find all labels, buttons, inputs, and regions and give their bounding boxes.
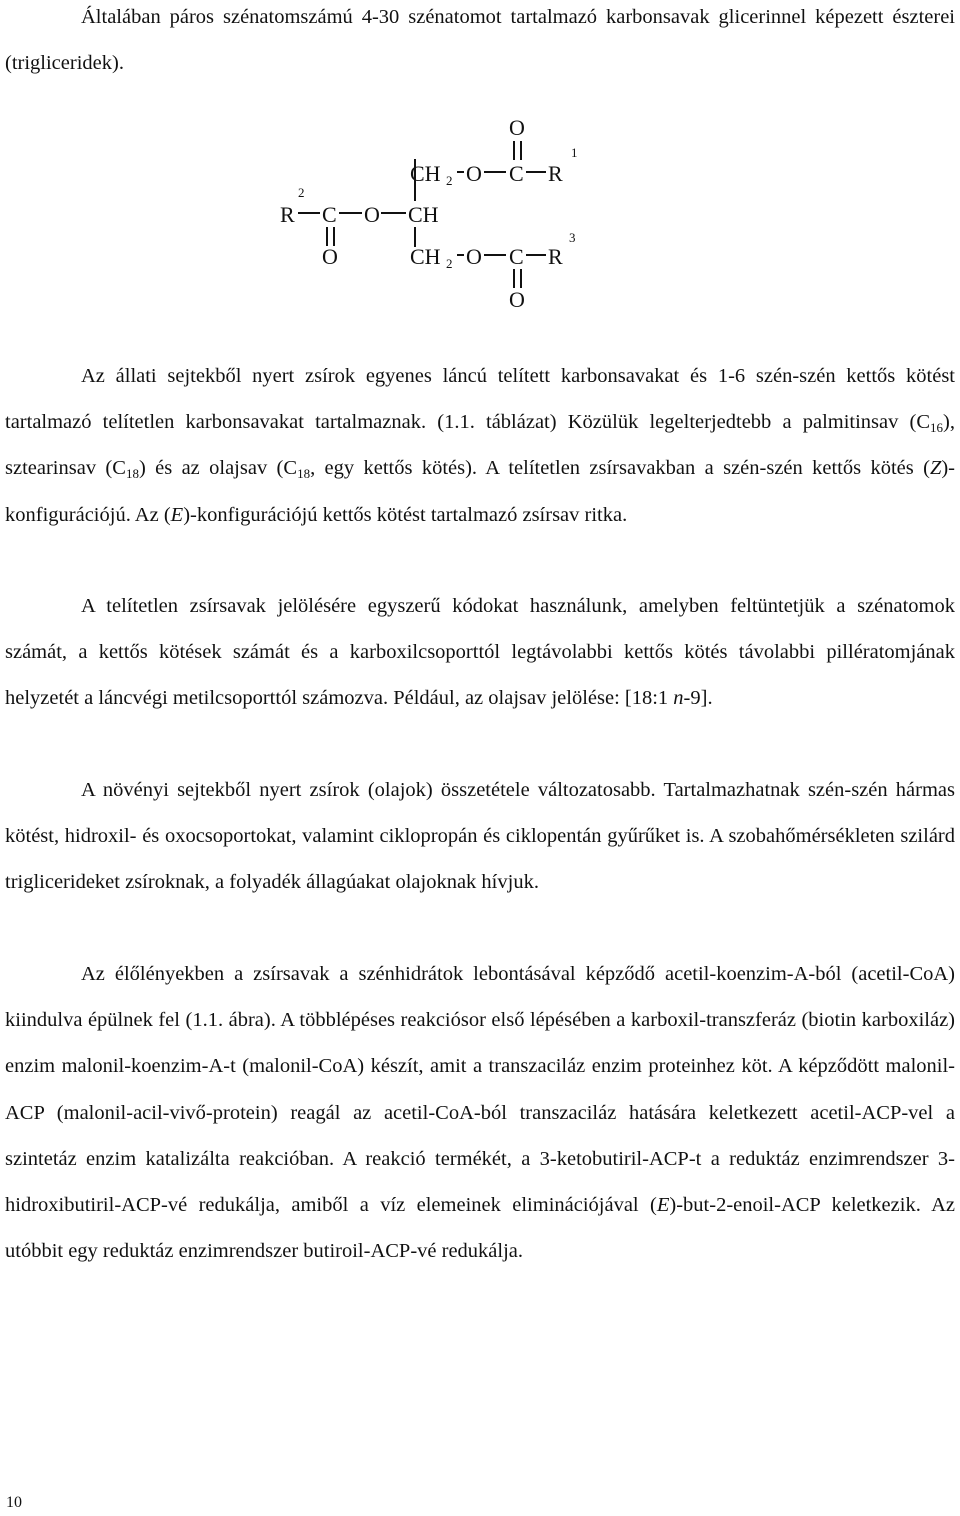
atom-ch-middle: CH <box>408 202 439 227</box>
paragraph-animal-fats: Az állati sejtekből nyert zsírok egyenes láncú telített karbonsavakat és 1-6 szén-szén kettős kötést tartalmazó telítetlen karbonsavakat tartalmaznak. (1.1. táblázat) Közülük legelterjedtebb a palmitinsav $(C_{16})$, sztearinsav $(C_{18})$ és az olajsav ($C_{18}$, egy kettős kötés). A telítetlen zsírsavakban a szén-szén kettős kötés (Z)-konfigurációjú. Az (E)-konfigurációjú kettős kötést tartalmazó zsírsav ritka. <box>5 365 955 526</box>
atom-ch2-bottom: CH <box>410 244 441 269</box>
superscript-3: 3 <box>569 230 576 245</box>
page-number: 10 <box>6 1494 22 1511</box>
superscript-2: 2 <box>298 185 305 200</box>
atom-c-bottom: C <box>509 244 524 269</box>
atom-r1: R <box>548 161 563 186</box>
paragraph-plant-fats: A növényi sejtekből nyert zsírok (olajok) összetétele változatosabb. Tartalmazhatnak szén-szén hármas kötést, hidroxil- és oxocsoportokat, valamint ciklopropán és ciklopentán gyűrűket is. A szobahőmérsékleten szilárd triglicerideket zsíroknak, a folyadék állagúakat olajoknak hívjuk. <box>5 779 955 894</box>
atom-r3: R <box>548 244 563 269</box>
subscript-2-top: 2 <box>446 173 453 188</box>
atom-c-top: C <box>509 161 524 186</box>
atom-ch2-top: CH <box>410 161 441 186</box>
atom-o-ester-top: O <box>466 161 482 186</box>
atom-r2: R <box>280 202 295 227</box>
atom-o-bottom: O <box>509 287 525 312</box>
atom-o-top: O <box>509 115 525 140</box>
atom-c-left: C <box>322 202 337 227</box>
atom-o-ester-bottom: O <box>466 244 482 269</box>
paragraph-fatty-acid-notation: A telítetlen zsírsavak jelölésére egyszerű kódokat használunk, amelyben feltüntetjük a szénatomok számát, a kettős kötések számát és a karboxilcsoporttól legtávolabbi kettős kötés távolabbi pillératomjának helyzetét a láncvégi metilcsoporttól számozva. Például, az olajsav jelölése: [18:1 n-9]. <box>5 595 955 710</box>
paragraph-fatty-acid-synthesis: Az élőlényekben a zsírsavak a szénhidrátok lebontásával képződő acetil-koenzim-A-ból (acetil-CoA) kiindulva épülnek fel (1.1. ábra). A többlépéses reakciósor első lépésében a karboxil-transzferáz (biotin karboxiláz) enzim malonil-koenzim-A-t (malonil-CoA) készít, amit a transzaciláz enzim proteinhez köt. A képződött malonil-ACP (malonil-acil-vivő-protein) reagál az acetil-CoA-ból transzaciláz hatására keletkezett acetil-ACP-vel a szintetáz enzim katalizálta reakcióban. A reakció termékét, a 3-ketobutiril-ACP-t a reduktáz enzimrendszer 3-hidroxibutiril-ACP-vé redukálja, amiből a víz elemeinek eliminációjával (E)-but-2-enoil-ACP keletkezik. Az utóbbit egy reduktáz enzimrendszer butiroil-ACP-vé redukálja. <box>5 963 955 1263</box>
subscript-2-bottom: 2 <box>446 256 453 271</box>
superscript-1: 1 <box>571 145 578 160</box>
intro-paragraph: Általában páros szénatomszámú 4-30 szénatomot tartalmazó karbonsavak glicerinnel képezett észterei (trigliceridek). <box>5 6 955 75</box>
formula-drawing <box>270 105 610 315</box>
atom-o-ester-middle: O <box>364 202 380 227</box>
atom-o-left: O <box>322 244 338 269</box>
triglyceride-structural-formula <box>270 105 610 315</box>
